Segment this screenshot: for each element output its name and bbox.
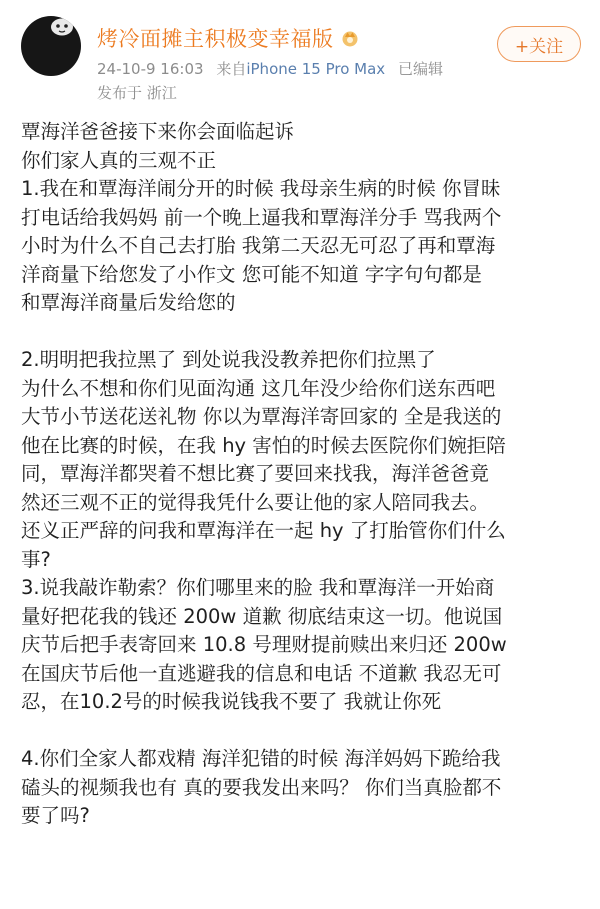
post-text (21, 118, 593, 831)
avatar[interactable] (21, 16, 81, 76)
source-device[interactable]: iPhone 15 Pro Max (246, 60, 386, 78)
post-location: 发布于 浙江 (97, 84, 177, 102)
source-prefix: 来自 (216, 60, 247, 78)
edited-label: 已编辑 (397, 60, 443, 78)
cartoon-face-icon (49, 16, 75, 36)
paragraph-gap (21, 717, 593, 746)
paragraph-1: 覃海洋爸爸接下来你会面临起诉 你们家人真的三观不正 1.我在和覃海洋闹分开的时候 我母亲生病的时候 你冒昧 打电话给我妈妈 前一个晚上逼我和覃海洋分手 骂我两个 小时为什么不自己去打胎 我第二天忍无可忍了再和覃海 洋商量下给您发了小作文 您可能不知道 字字句句都是 和覃海洋商量后发给您的 (21, 120, 502, 314)
paragraph-2: 2.明明把我拉黑了 到处说我没教养把你们拉黑了 为什么不想和你们见面沟通 这几年没少给你们送东西吧 大节小节送花送礼物 你以为覃海洋寄回家的 全是我送的 他在比赛的时候，在我 hy 害怕的时候去医院你们婉拒陪 同，覃海洋都哭着不想比赛了要回来找我，海洋爸爸竟 然还三观不正的觉得我凭什么要让他的家人陪同我去。 还义正严辞的问我和覃海洋在一起 hy 了打胎管你们什么 事? 3.说我敲诈勒索？你们哪里来的脸 我和覃海洋一开始商 量好把花我的钱还 200w 道歉 彻底结束这一切。他说国 庆节后把手表寄回来 10.8 号理财提前赎出来归还 200w 在国庆节后他一直逃避我的信息和电话 不道歉 我忍无可 忍，在10.2号的时候我说钱我不要了 我就让你死 (21, 348, 507, 713)
post-header (0, 0, 600, 110)
username[interactable]: 烤冷面摊主积极变幸福版 (97, 27, 334, 51)
username-row (97, 24, 360, 52)
follow-button[interactable]: +关注 (497, 26, 581, 62)
post-meta (97, 58, 451, 79)
paragraph-3: 4.你们全家人都戏精 海洋犯错的时候 海洋妈妈下跪给我 磕头的视频我也有 真的要我发出来吗？ 你们当真脸都不 要了吗? (21, 747, 502, 827)
paragraph-gap (21, 318, 593, 347)
vip-badge-icon (340, 28, 360, 48)
post-timestamp: 24-10-9 16:03 (97, 60, 204, 78)
